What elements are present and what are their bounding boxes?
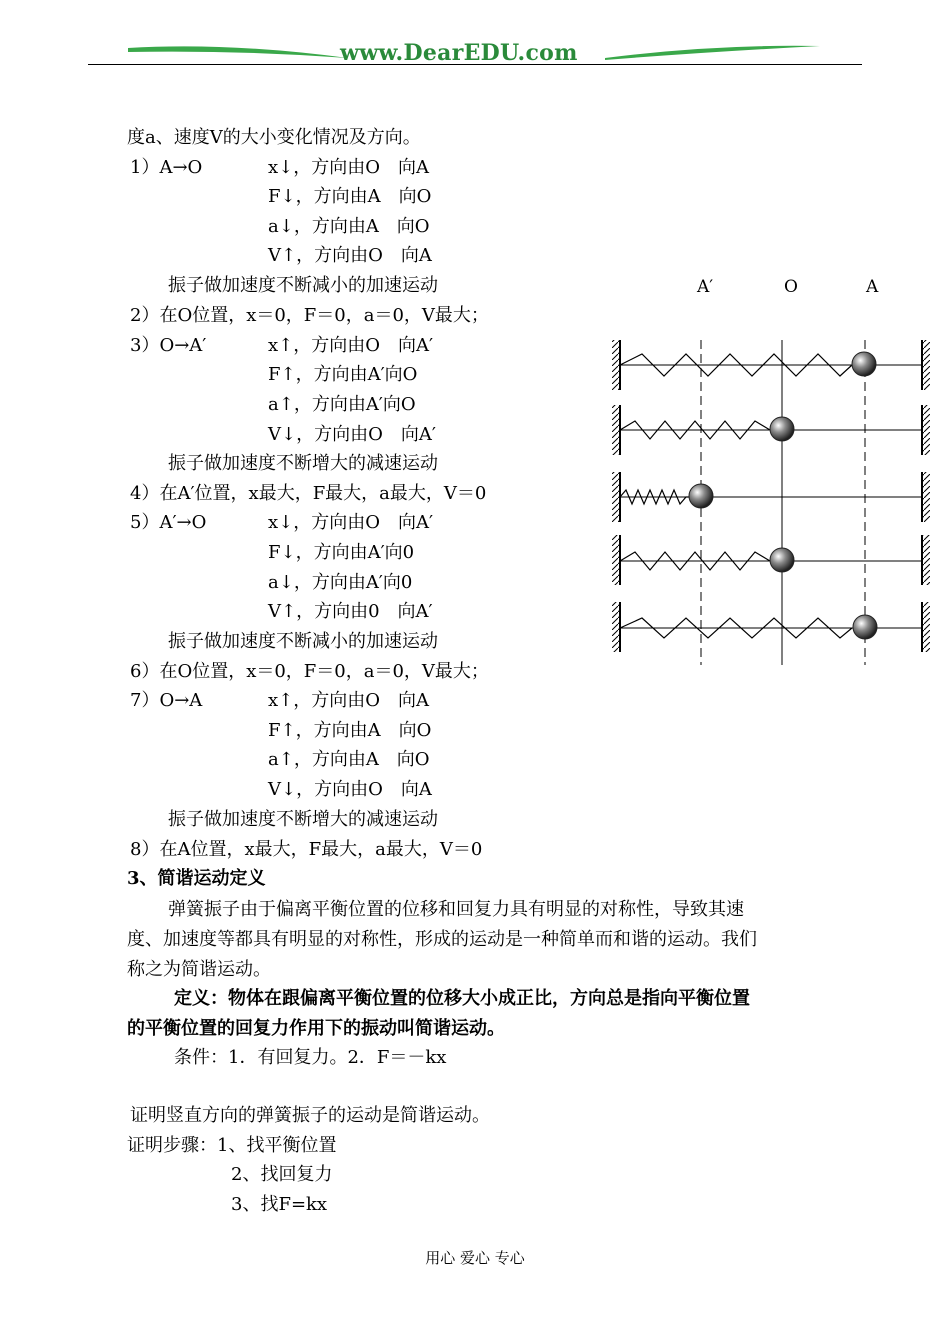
paragraph-line: 度、加速度等都具有明显的对称性，形成的运动是一种简单而和谐的运动。我们	[127, 929, 757, 950]
text-line: x↑，方向由O 向A′	[268, 335, 434, 356]
text-line: V↑，方向由0 向A′	[268, 601, 433, 622]
site-logo: www.DearEDU.com	[340, 40, 578, 66]
text-line: a↑，方向由A′向O	[268, 394, 416, 415]
oscillator-ball	[770, 548, 794, 572]
text-line: 振子做加速度不断增大的减速运动	[168, 453, 438, 474]
proof-title: 证明竖直方向的弹簧振子的运动是简谐运动。	[130, 1105, 490, 1126]
label-a: A	[866, 277, 879, 297]
text-line: a↓，方向由A′向0	[268, 572, 413, 593]
text-line: F↓，方向由A 向O	[268, 186, 432, 207]
text-line: x↓，方向由O 向A′	[268, 512, 434, 533]
definition-line: 定义：物体在跟偏离平衡位置的位移大小成正比，方向总是指向平衡位置	[174, 988, 750, 1009]
text-line: 7）O→A	[130, 690, 203, 711]
text-line: V↓，方向由O 向A′	[268, 424, 436, 445]
oscillator-ball	[770, 417, 794, 441]
text-line: 3）O→A′	[130, 335, 207, 356]
oscillator-ball	[853, 615, 877, 639]
oscillator-ball	[689, 484, 713, 508]
text-line: F↑，方向由A 向O	[268, 720, 432, 741]
text-line: 4）在A′位置，x最大，F最大，a最大，V＝0	[130, 483, 487, 504]
label-o: O	[784, 277, 798, 297]
oscillator-row-at-a-prime	[612, 472, 930, 522]
text-line: V↑，方向由O 向A	[268, 245, 432, 266]
text-line: 5）A′→O	[130, 512, 207, 533]
oscillator-row-at-o	[612, 405, 930, 455]
spring-oscillator-diagram	[600, 300, 945, 670]
text-line: V↓，方向由O 向A	[268, 779, 432, 800]
text-line: a↑，方向由A 向O	[268, 749, 430, 770]
left-swoosh-icon	[128, 40, 348, 64]
condition-line: 条件：1．有回复力。2．F＝－kx	[174, 1047, 447, 1068]
oscillator-row-at-a	[612, 340, 930, 390]
text-line: x↑，方向由O 向A	[268, 690, 429, 711]
text-line: 度a、速度V的大小变化情况及方向。	[127, 127, 421, 148]
paragraph-line: 称之为简谐运动。	[127, 959, 271, 980]
text-line: F↓，方向由A′向0	[268, 542, 415, 563]
text-line: 8）在A位置，x最大，F最大，a最大，V＝0	[130, 839, 483, 860]
text-line: 振子做加速度不断增大的减速运动	[168, 809, 438, 830]
oscillator-row-at-o-return	[612, 535, 930, 585]
text-line: F↑，方向由A′向O	[268, 364, 418, 385]
text-line: a↓，方向由A 向O	[268, 216, 430, 237]
oscillator-ball	[852, 352, 876, 376]
text-line: x↓，方向由O 向A	[268, 157, 429, 178]
text-line: 振子做加速度不断减小的加速运动	[168, 275, 438, 296]
text-line: 6）在O位置，x＝0，F＝0，a＝0，V最大；	[130, 661, 489, 682]
text-line: 振子做加速度不断减小的加速运动	[168, 631, 438, 652]
paragraph-line: 弹簧振子由于偏离平衡位置的位移和回复力具有明显的对称性，导致其速	[168, 899, 744, 920]
oscillator-row-at-a-return	[612, 602, 930, 652]
header-rule	[88, 64, 862, 65]
proof-step: 2、找回复力	[231, 1164, 333, 1185]
section-heading: 3、简谐运动定义	[127, 868, 266, 889]
proof-step: 证明步骤：1、找平衡位置	[127, 1135, 337, 1156]
proof-step: 3、找F=kx	[231, 1194, 328, 1215]
definition-line: 的平衡位置的回复力作用下的振动叫简谐运动。	[127, 1018, 505, 1039]
page-footer: 用心 爱心 专心	[425, 1249, 525, 1267]
label-a-prime: A′	[697, 277, 714, 297]
text-line: 1）A→O	[130, 157, 203, 178]
text-line: 2）在O位置，x＝0，F＝0，a＝0，V最大；	[130, 305, 489, 326]
right-swoosh-icon	[605, 40, 820, 64]
